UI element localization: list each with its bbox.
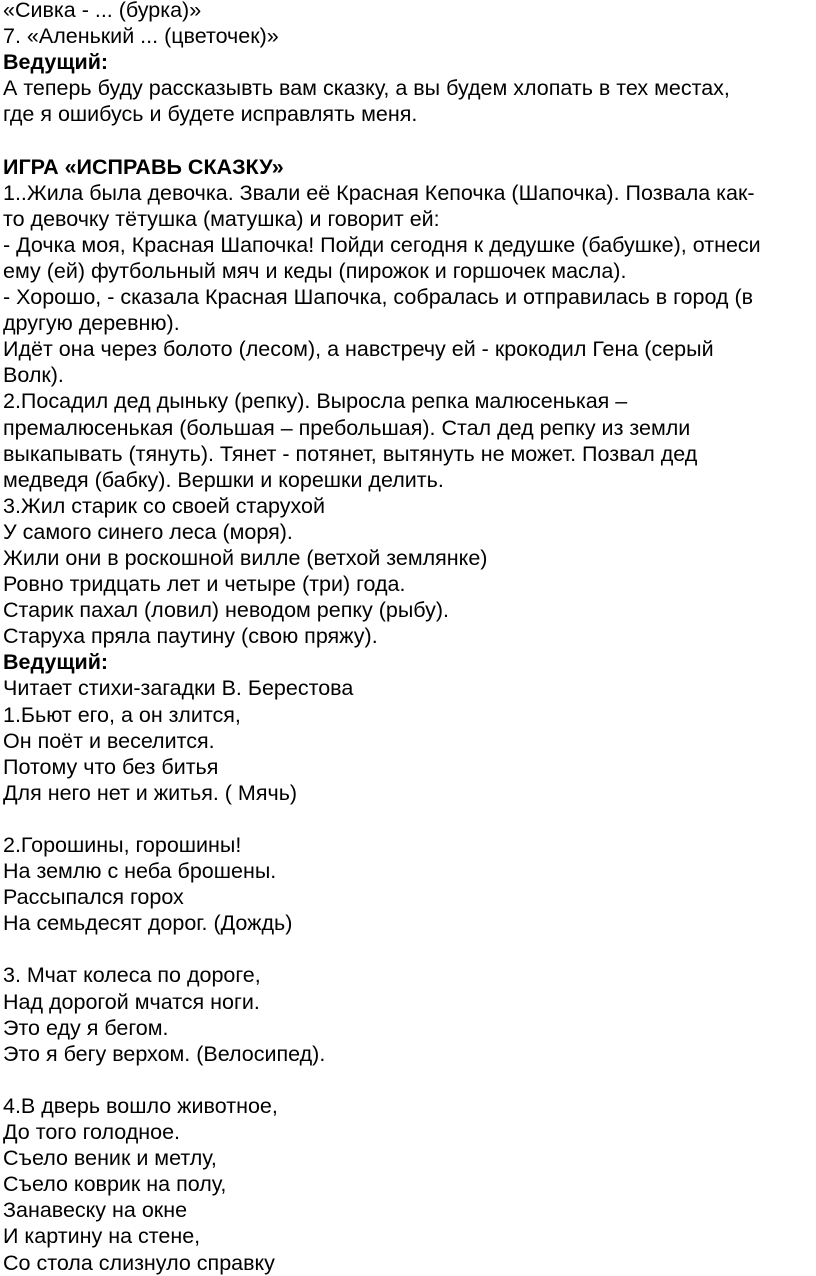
text-line: премалюсенькая (большая – пребольшая). Стал дед репку из земли: [3, 415, 691, 440]
text-line: Для него нет и житья. ( Мячь): [3, 780, 298, 805]
text-line: Волк).: [3, 363, 64, 388]
text-line: выкапывать (тянуть). Тянет - потянет, вытянуть не может. Позвал дед: [3, 441, 698, 466]
text-line: Над дорогой мчатся ноги.: [3, 989, 260, 1014]
text-line: У самого синего леса (моря).: [3, 519, 293, 544]
text-line: Старик пахал (ловил) неводом репку (рыбу).: [3, 598, 450, 623]
text-line: Жили они в роскошной вилле (ветхой землянке): [3, 545, 488, 570]
text-line: На семьдесят дорог. (Дождь): [3, 911, 293, 936]
text-line: 1..Жила была девочка. Звали её Красная Кепочка (Шапочка). Позвала как-: [3, 180, 755, 205]
section-heading: Ведущий:: [3, 650, 109, 675]
text-line: 2.Горошины, горошины!: [3, 833, 242, 857]
text-line: Это я бегу верхом. (Велосипед).: [3, 1041, 326, 1066]
text-line: Занавеску на окне: [3, 1198, 188, 1223]
text-line: 1.Бьют его, а он злится,: [3, 702, 241, 727]
text-line: 3.Жил старик со своей старухой: [3, 493, 325, 518]
section-heading: Ведущий:: [3, 50, 109, 75]
section-heading: ИГРА «ИСПРАВЬ СКАЗКУ»: [3, 154, 284, 179]
blank-line: [3, 127, 809, 153]
text-line: Ровно тридцать лет и четыре (три) года.: [3, 572, 406, 597]
text-line: Он поёт и веселится.: [3, 728, 215, 753]
blank-line: [3, 936, 809, 962]
text-line: ему (ей) футбольный мяч и кеды (пирожок и горшочек масла).: [3, 258, 627, 283]
text-line: Читает стихи-загадки В. Берестова: [3, 676, 354, 701]
text-line: Потому что без битья: [3, 754, 219, 779]
text-line: «Сивка - ... (бурка)»: [3, 0, 202, 22]
text-line: И картину на стене,: [3, 1224, 201, 1249]
text-line: где я ошибусь и будете исправлять меня.: [3, 102, 418, 127]
text-line: то девочку тётушка (матушка) и говорит ей:: [3, 206, 440, 231]
blank-line: [3, 806, 809, 832]
text-line: Старуха пряла паутину (свою пряжу).: [3, 624, 378, 649]
text-line: Съело веник и метлу,: [3, 1146, 217, 1171]
text-line: На землю с неба брошены.: [3, 859, 277, 884]
text-line: Съело коврик на полу,: [3, 1172, 227, 1197]
text-line: Рассыпался горох: [3, 885, 184, 910]
text-line: 3. Мчат колеса по дороге,: [3, 963, 261, 988]
text-line: Идёт она через болото (лесом), а навстречу ей - крокодил Гена (серый: [3, 337, 714, 362]
blank-line: [3, 1067, 809, 1093]
text-line: - Дочка моя, Красная Шапочка! Пойди сегодня к дедушке (бабушке), отнеси: [3, 232, 761, 257]
text-line: - Хорошо, - сказала Красная Шапочка, собралась и отправилась в город (в: [3, 285, 754, 310]
text-line: А теперь буду рассказывть вам сказку, а вы будем хлопать в тех местах,: [3, 76, 730, 101]
text-line: До того голодное.: [3, 1120, 181, 1145]
text-line: 2.Посадил дед дыньку (репку). Выросла репка малюсенькая –: [3, 389, 628, 414]
text-line: медведя (бабку). Вершки и корешки делить.: [3, 467, 444, 492]
text-line: Это еду я бегом.: [3, 1015, 169, 1040]
text-line: 7. «Аленький ... (цветочек)»: [3, 24, 279, 49]
text-line: другую деревню).: [3, 311, 180, 336]
text-line: 4.В дверь вошло животное,: [3, 1093, 278, 1118]
document-page: [3, 0, 809, 1276]
text-line: Со стола слизнуло справку: [3, 1250, 275, 1275]
